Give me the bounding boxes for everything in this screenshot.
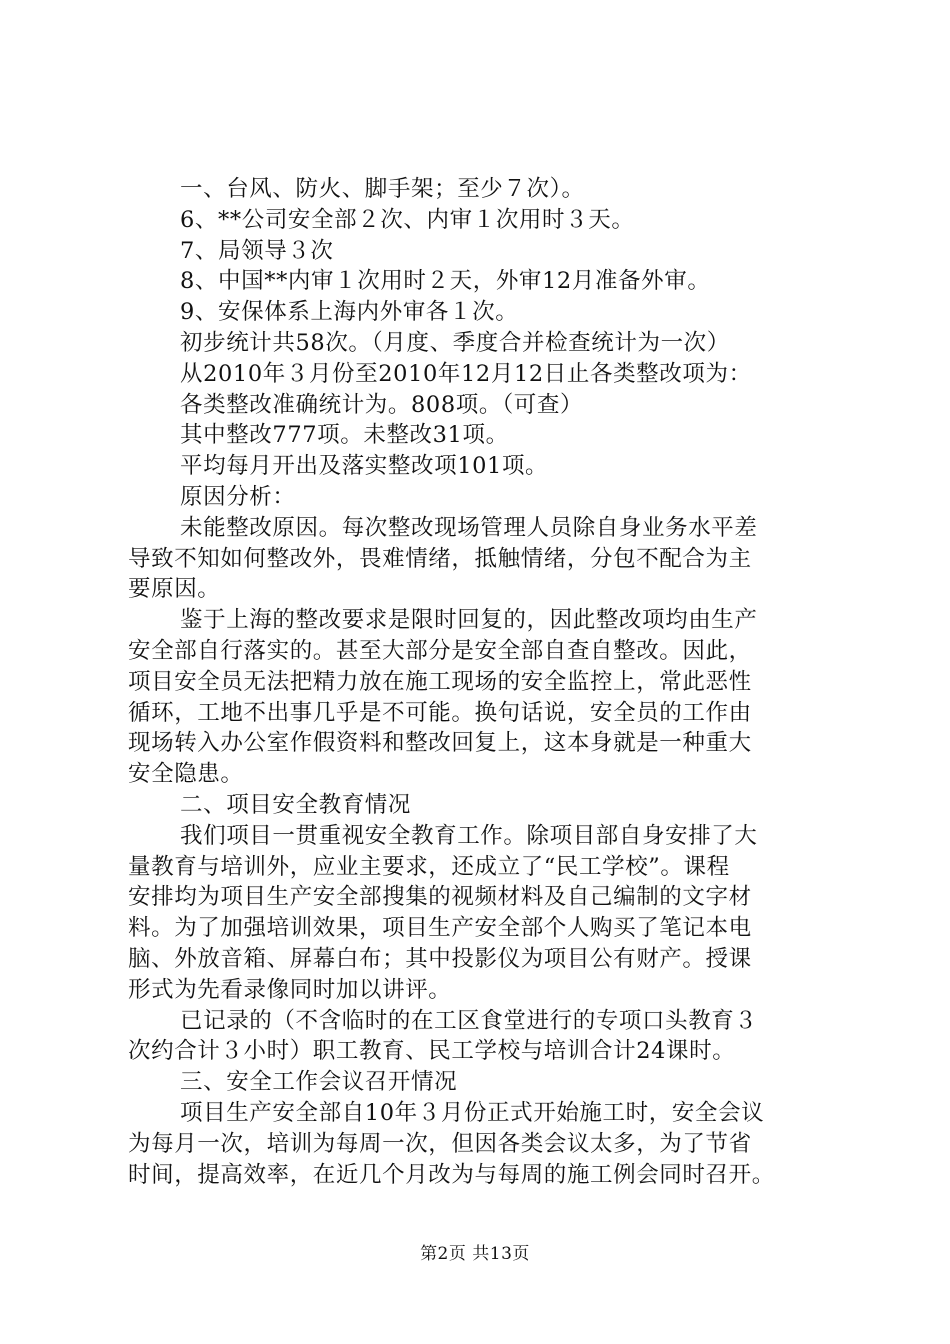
text-line: 初步统计共58次。（月度、季度合并检查统计为一次）	[180, 329, 730, 356]
body-text	[128, 174, 838, 1190]
text-line: 要原因。	[128, 576, 221, 603]
text-line: 一、台风、防火、脚手架；至少７次）。	[180, 176, 585, 202]
text-line: 6、**公司安全部２次、内审１次用时３天。	[180, 206, 635, 233]
text-line: 鉴于上海的整改要求是限时回复的，因此整改项均由生产	[180, 607, 758, 634]
text-line: 各类整改准确统计为。808项。（可查）	[180, 391, 584, 418]
text-line: 已记录的（不含临时的在工区食堂进行的专项口头教育３	[180, 1007, 758, 1034]
text-line: 未能整改原因。每次整改现场管理人员除自身业务水平差	[180, 514, 758, 541]
text-line: 我们项目一贯重视安全教育工作。除项目部自身安排了大	[180, 822, 758, 849]
text-line: 时间，提高效率，在近几个月改为与每周的施工例会同时召开。	[128, 1161, 775, 1188]
text-line: 安全部自行落实的。甚至大部分是安全部自查自整改。因此，	[128, 637, 752, 664]
text-line: 9、安保体系上海内外审各１次。	[180, 299, 519, 326]
text-line: 7、局领导３次	[180, 237, 334, 264]
text-line: 量教育与培训外，应业主要求，还成立了“民工学校”。课程	[128, 853, 730, 880]
text-line: 项目安全员无法把精力放在施工现场的安全监控上，常此恶性	[128, 668, 752, 695]
text-line: 其中整改777项。未整改31项。	[180, 422, 509, 449]
text-line: 循环，工地不出事几乎是不可能。换句话说，安全员的工作由	[128, 699, 752, 726]
text-line: 现场转入办公室作假资料和整改回复上，这本身就是一种重大	[128, 730, 752, 757]
text-line: 8、中国**内审１次用时２天，外审12月准备外审。	[180, 268, 711, 295]
section-heading: 三、安全工作会议召开情况	[180, 1069, 458, 1096]
text-line: 料。为了加强培训效果，项目生产安全部个人购买了笔记本电	[128, 915, 752, 942]
section-heading: 二、项目安全教育情况	[180, 791, 412, 818]
text-line: 平均每月开出及落实整改项101项。	[180, 453, 549, 480]
text-line: 脑、外放音箱、屏幕白布；其中投影仪为项目公有财产。授课	[128, 945, 752, 972]
text-line: 次约合计３小时）职工教育、民工学校与培训合计24课时。	[128, 1038, 736, 1065]
text-line: 安排均为项目生产安全部搜集的视频材料及自己编制的文字材	[128, 884, 752, 911]
text-line: 安全隐患。	[128, 761, 244, 788]
section-heading: 原因分析：	[180, 483, 296, 510]
text-line: 项目生产安全部自10年３月份正式开始施工时，安全会议	[180, 1099, 765, 1126]
text-line: 形式为先看录像同时加以讲评。	[128, 976, 452, 1003]
page-footer: 第2页 共13页	[420, 1244, 530, 1264]
text-line: 从2010年３月份至2010年12月12日止各类整改项为：	[180, 360, 752, 387]
text-line: 导致不知如何整改外，畏难情绪，抵触情绪，分包不配合为主	[128, 545, 752, 572]
text-line: 为每月一次，培训为每周一次，但因各类会议太多，为了节省	[128, 1130, 752, 1157]
